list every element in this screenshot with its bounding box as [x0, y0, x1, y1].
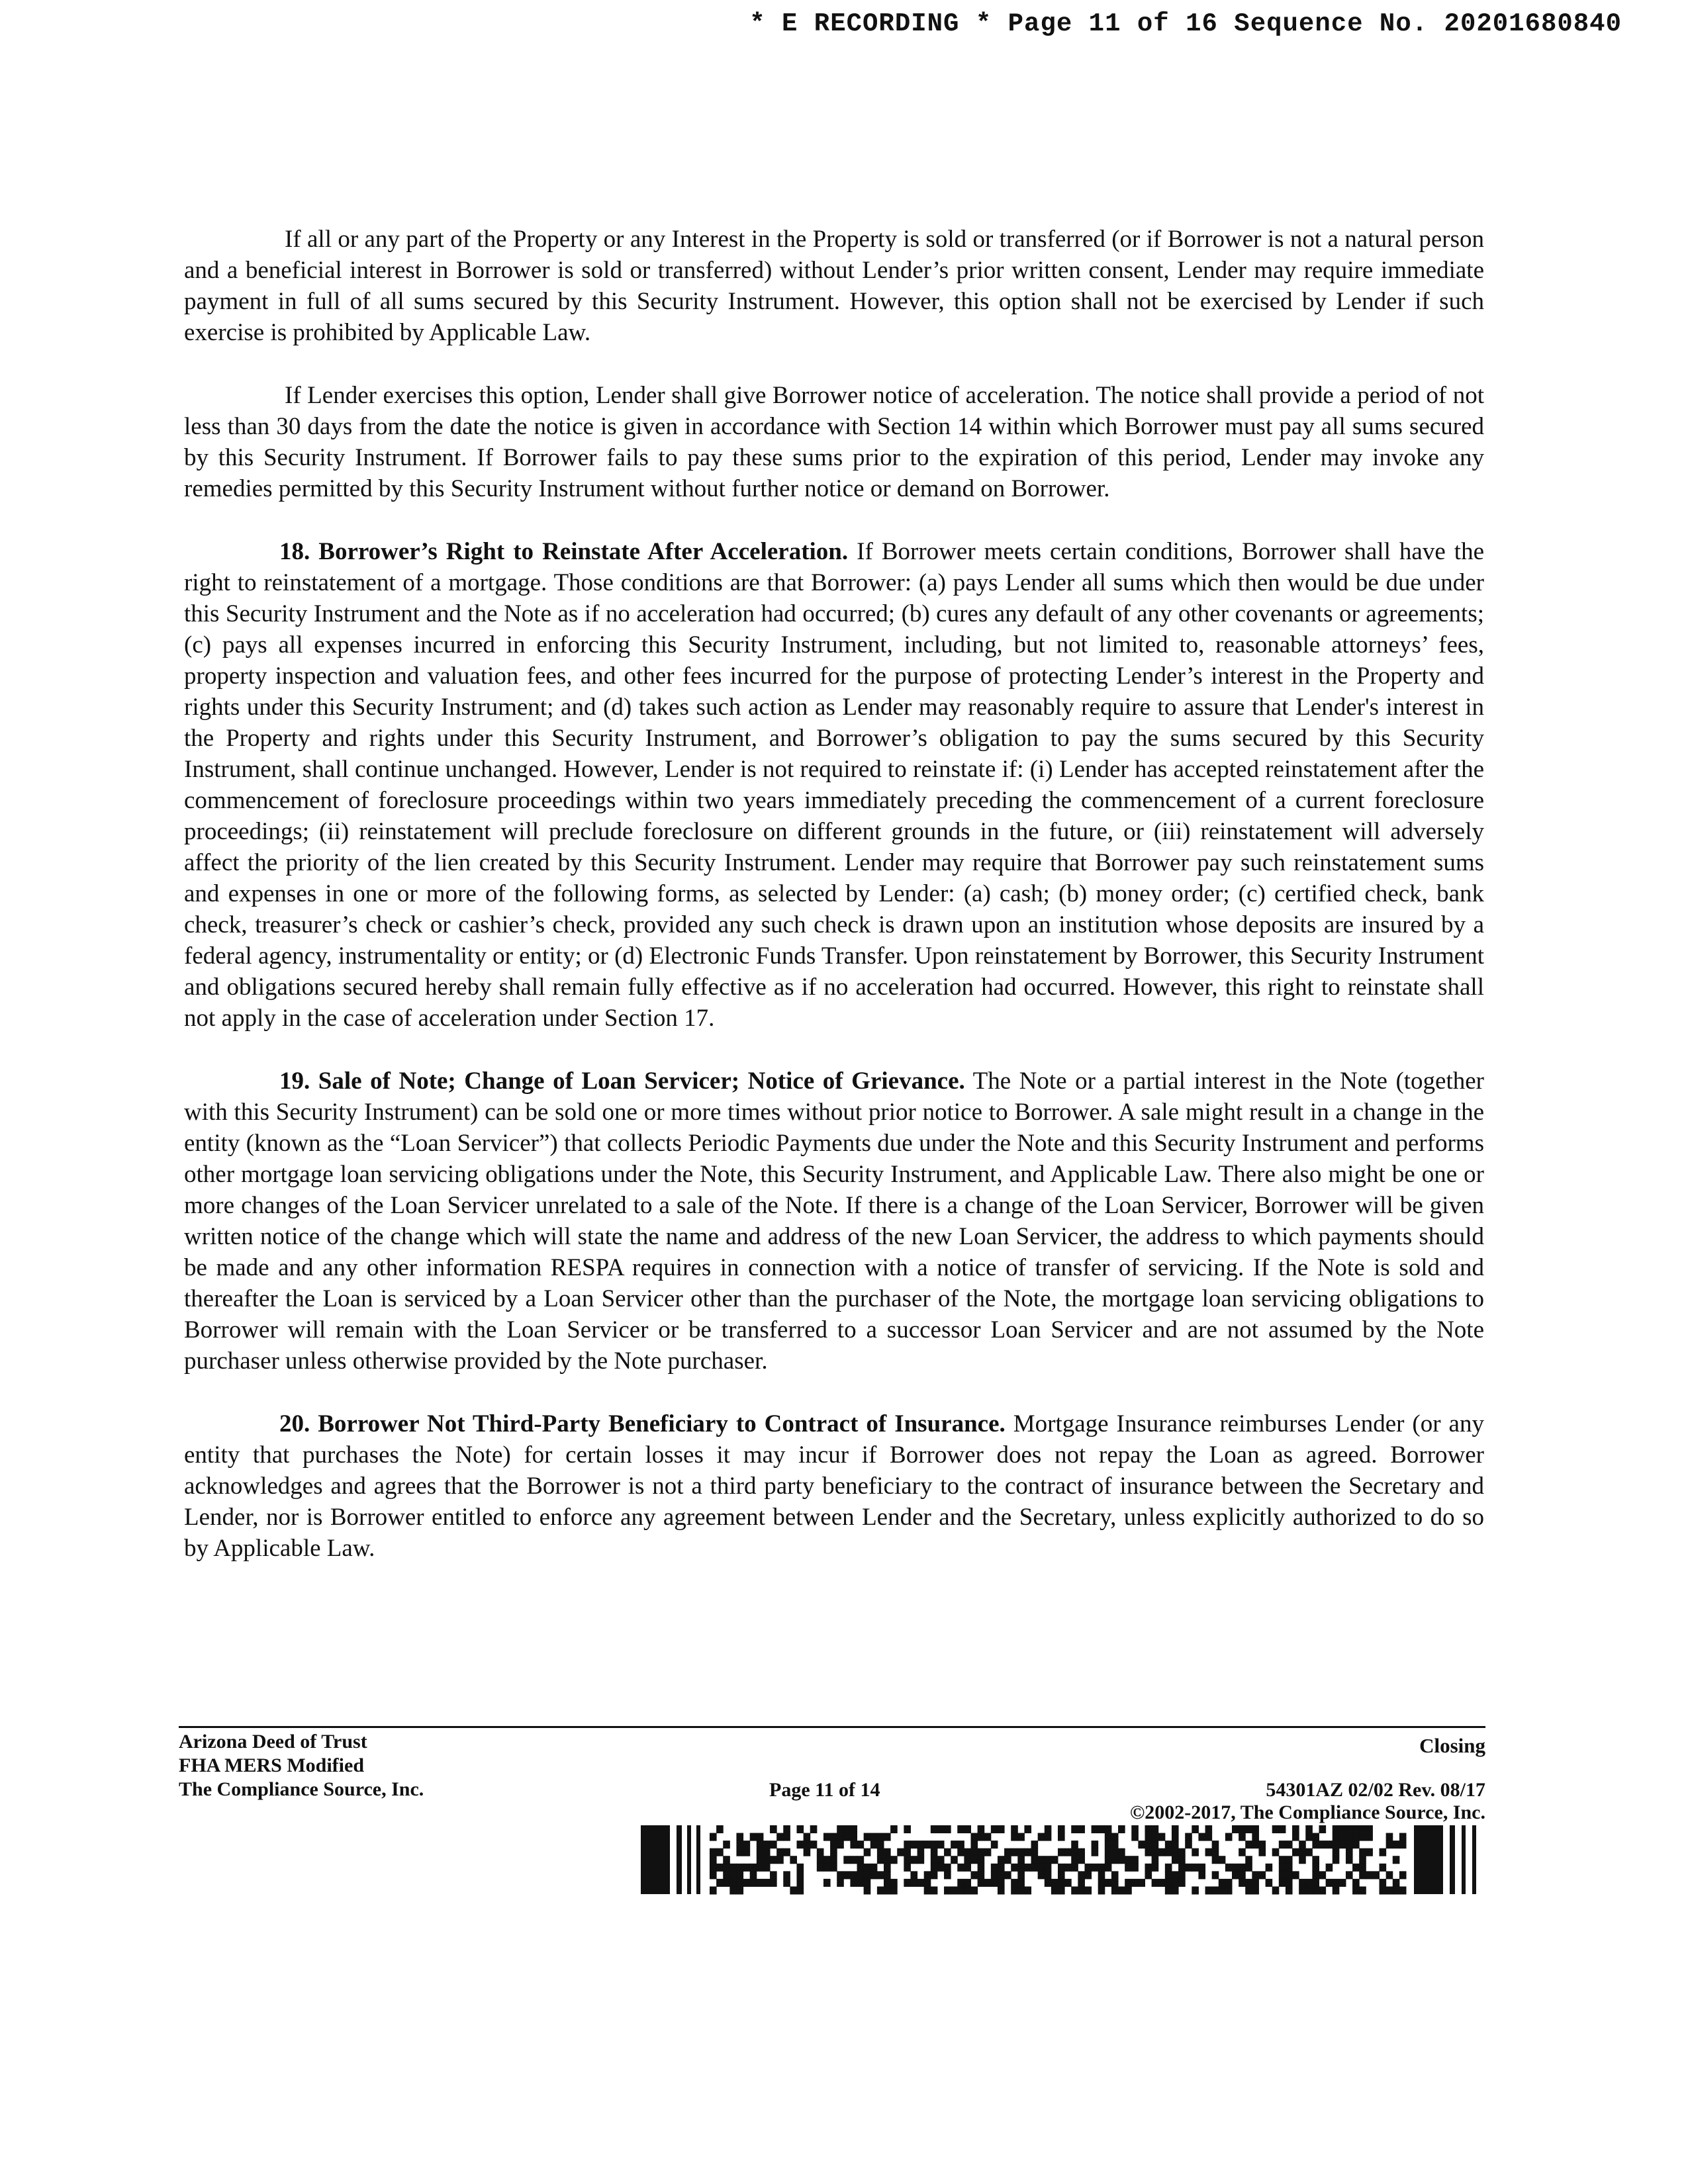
paragraph-text: If all or any part of the Property or any Interest in the Property is sold or transferred (or if Borrower is not a natural person and a beneficial interest in Borrower is sold or transferred) without Lender’s prior written consent, Lender may require immediate payment in full of all sums secured by this Security Instrument. However, this option shall not be exercised by Lender if such exercise is prohibited by Applicable Law.: [184, 226, 1484, 346]
section-heading: Borrower’s Right to Reinstate After Acceleration.: [318, 538, 849, 565]
paragraph-text: If Lender exercises this option, Lender shall give Borrower notice of acceleration. The notice shall provide a period of not less than 30 days from the date the notice is given in accordance with Section 14 within which Borrower must pay all sums secured by this Security Instrument. If Borrower fails to pay these sums prior to the expiration of this period, Lender may invoke any remedies permitted by this Security Instrument without further notice or demand on Borrower.: [184, 382, 1484, 502]
section-text: If Borrower meets certain conditions, Borrower shall have the right to reinstatement of a mortgage. Those conditions are that Borrower: (a) pays Lender all sums which then would be due under this Security Instrument and the Note as if no acceleration had occurred; (b) cures any default of any other covenants or agreements; (c) pays all expenses incurred in enforcing this Security Instrument, including, but not limited to, reasonable attorneys’ fees, property inspection and valuation fees, and other fees incurred for the purpose of protecting Lender’s interest in the Property and rights under this Security Instrument; and (d) takes such action as Lender may reasonably require to assure that Lender's interest in the Property and rights under this Security Instrument, and Borrower’s obligation to pay the sums secured by this Security Instrument, shall continue unchanged. However, Lender is not required to reinstate if: (i) Lender has accepted reinstatement after the commencement of foreclosure proceedings within two years immediately preceding the commencement of a current foreclosure proceedings; (ii) reinstatement will preclude foreclosure on different grounds in the future, or (iii) reinstatement will adversely affect the priority of the lien created by this Security Instrument. Lender may require that Borrower pay such reinstatement sums and expenses in one or more of the following forms, as selected by Lender: (a) cash; (b) money order; (c) certified check, bank check, treasurer’s check or cashier’s check, provided any such check is drawn upon an institution whose deposits are insured by a federal agency, instrumentality or entity; or (d) Electronic Funds Transfer. Upon reinstatement by Borrower, this Security Instrument and obligations secured hereby shall remain fully effective as if no acceleration had occurred. However, this right to reinstate shall not apply in the case of acceleration under Section 17.: [184, 538, 1484, 1032]
recording-stamp: * E RECORDING * Page 11 of 16 Sequence No. 20201680840: [749, 9, 1622, 38]
footer-form-title: Arizona Deed of Trust: [179, 1731, 367, 1752]
section-heading: Sale of Note; Change of Loan Servicer; Notice of Grievance.: [318, 1068, 965, 1095]
section-19: [184, 1066, 1484, 1377]
document-body: [184, 224, 1484, 1596]
section-20: [184, 1408, 1484, 1564]
paragraph-transfer-of-property: [184, 224, 1484, 348]
barcode-icon: [641, 1821, 1479, 1897]
section-18: [184, 536, 1484, 1034]
section-number: 19.: [279, 1068, 310, 1095]
footer-divider: [179, 1726, 1485, 1728]
footer-copyright: ©2002-2017, The Compliance Source, Inc.: [1129, 1801, 1485, 1823]
section-heading: Borrower Not Third-Party Beneficiary to Contract of Insurance.: [318, 1410, 1006, 1437]
paragraph-acceleration-notice: [184, 380, 1484, 504]
footer-form-info: [179, 1730, 424, 1801]
footer-form-subtitle: FHA MERS Modified: [179, 1754, 365, 1776]
footer-stage: Closing: [1419, 1734, 1485, 1757]
footer-company: The Compliance Source, Inc.: [179, 1778, 424, 1800]
section-number: 20.: [279, 1410, 310, 1437]
footer-page-number: Page 11 of 14: [769, 1779, 880, 1801]
footer-form-number: 54301AZ 02/02 Rev. 08/17: [1266, 1779, 1485, 1801]
section-number: 18.: [279, 538, 310, 565]
section-text: The Note or a partial interest in the Note (together with this Security Instrument) can be sold one or more times without prior notice to Borrower. A sale might result in a change in the entity (known as the “Loan Servicer”) that collects Periodic Payments due under the Note and this Security Instrument and performs other mortgage loan servicing obligations under the Note, this Security Instrument, and Applicable Law. There also might be one or more changes of the Loan Servicer unrelated to a sale of the Note. If there is a change of the Loan Servicer, Borrower will be given written notice of the change which will state the name and address of the new Loan Servicer, the address to which payments should be made and any other information RESPA requires in connection with a notice of transfer of servicing. If the Note is sold and thereafter the Loan is serviced by a Loan Servicer other than the purchaser of the Note, the mortgage loan servicing obligations to Borrower will remain with the Loan Servicer or be transferred to a successor Loan Servicer and are not assumed by the Note purchaser unless otherwise provided by the Note purchaser.: [184, 1068, 1484, 1375]
section-text: Mortgage Insurance reimburses Lender (or any entity that purchases the Note) for certain losses it may incur if Borrower does not repay the Loan as agreed. Borrower acknowledges and agrees that the Borrower is not a third party beneficiary to the contract of insurance between the Secretary and Lender, nor is Borrower entitled to enforce any agreement between Lender and the Secretary, unless explicitly authorized to do so by Applicable Law.: [184, 1410, 1484, 1562]
